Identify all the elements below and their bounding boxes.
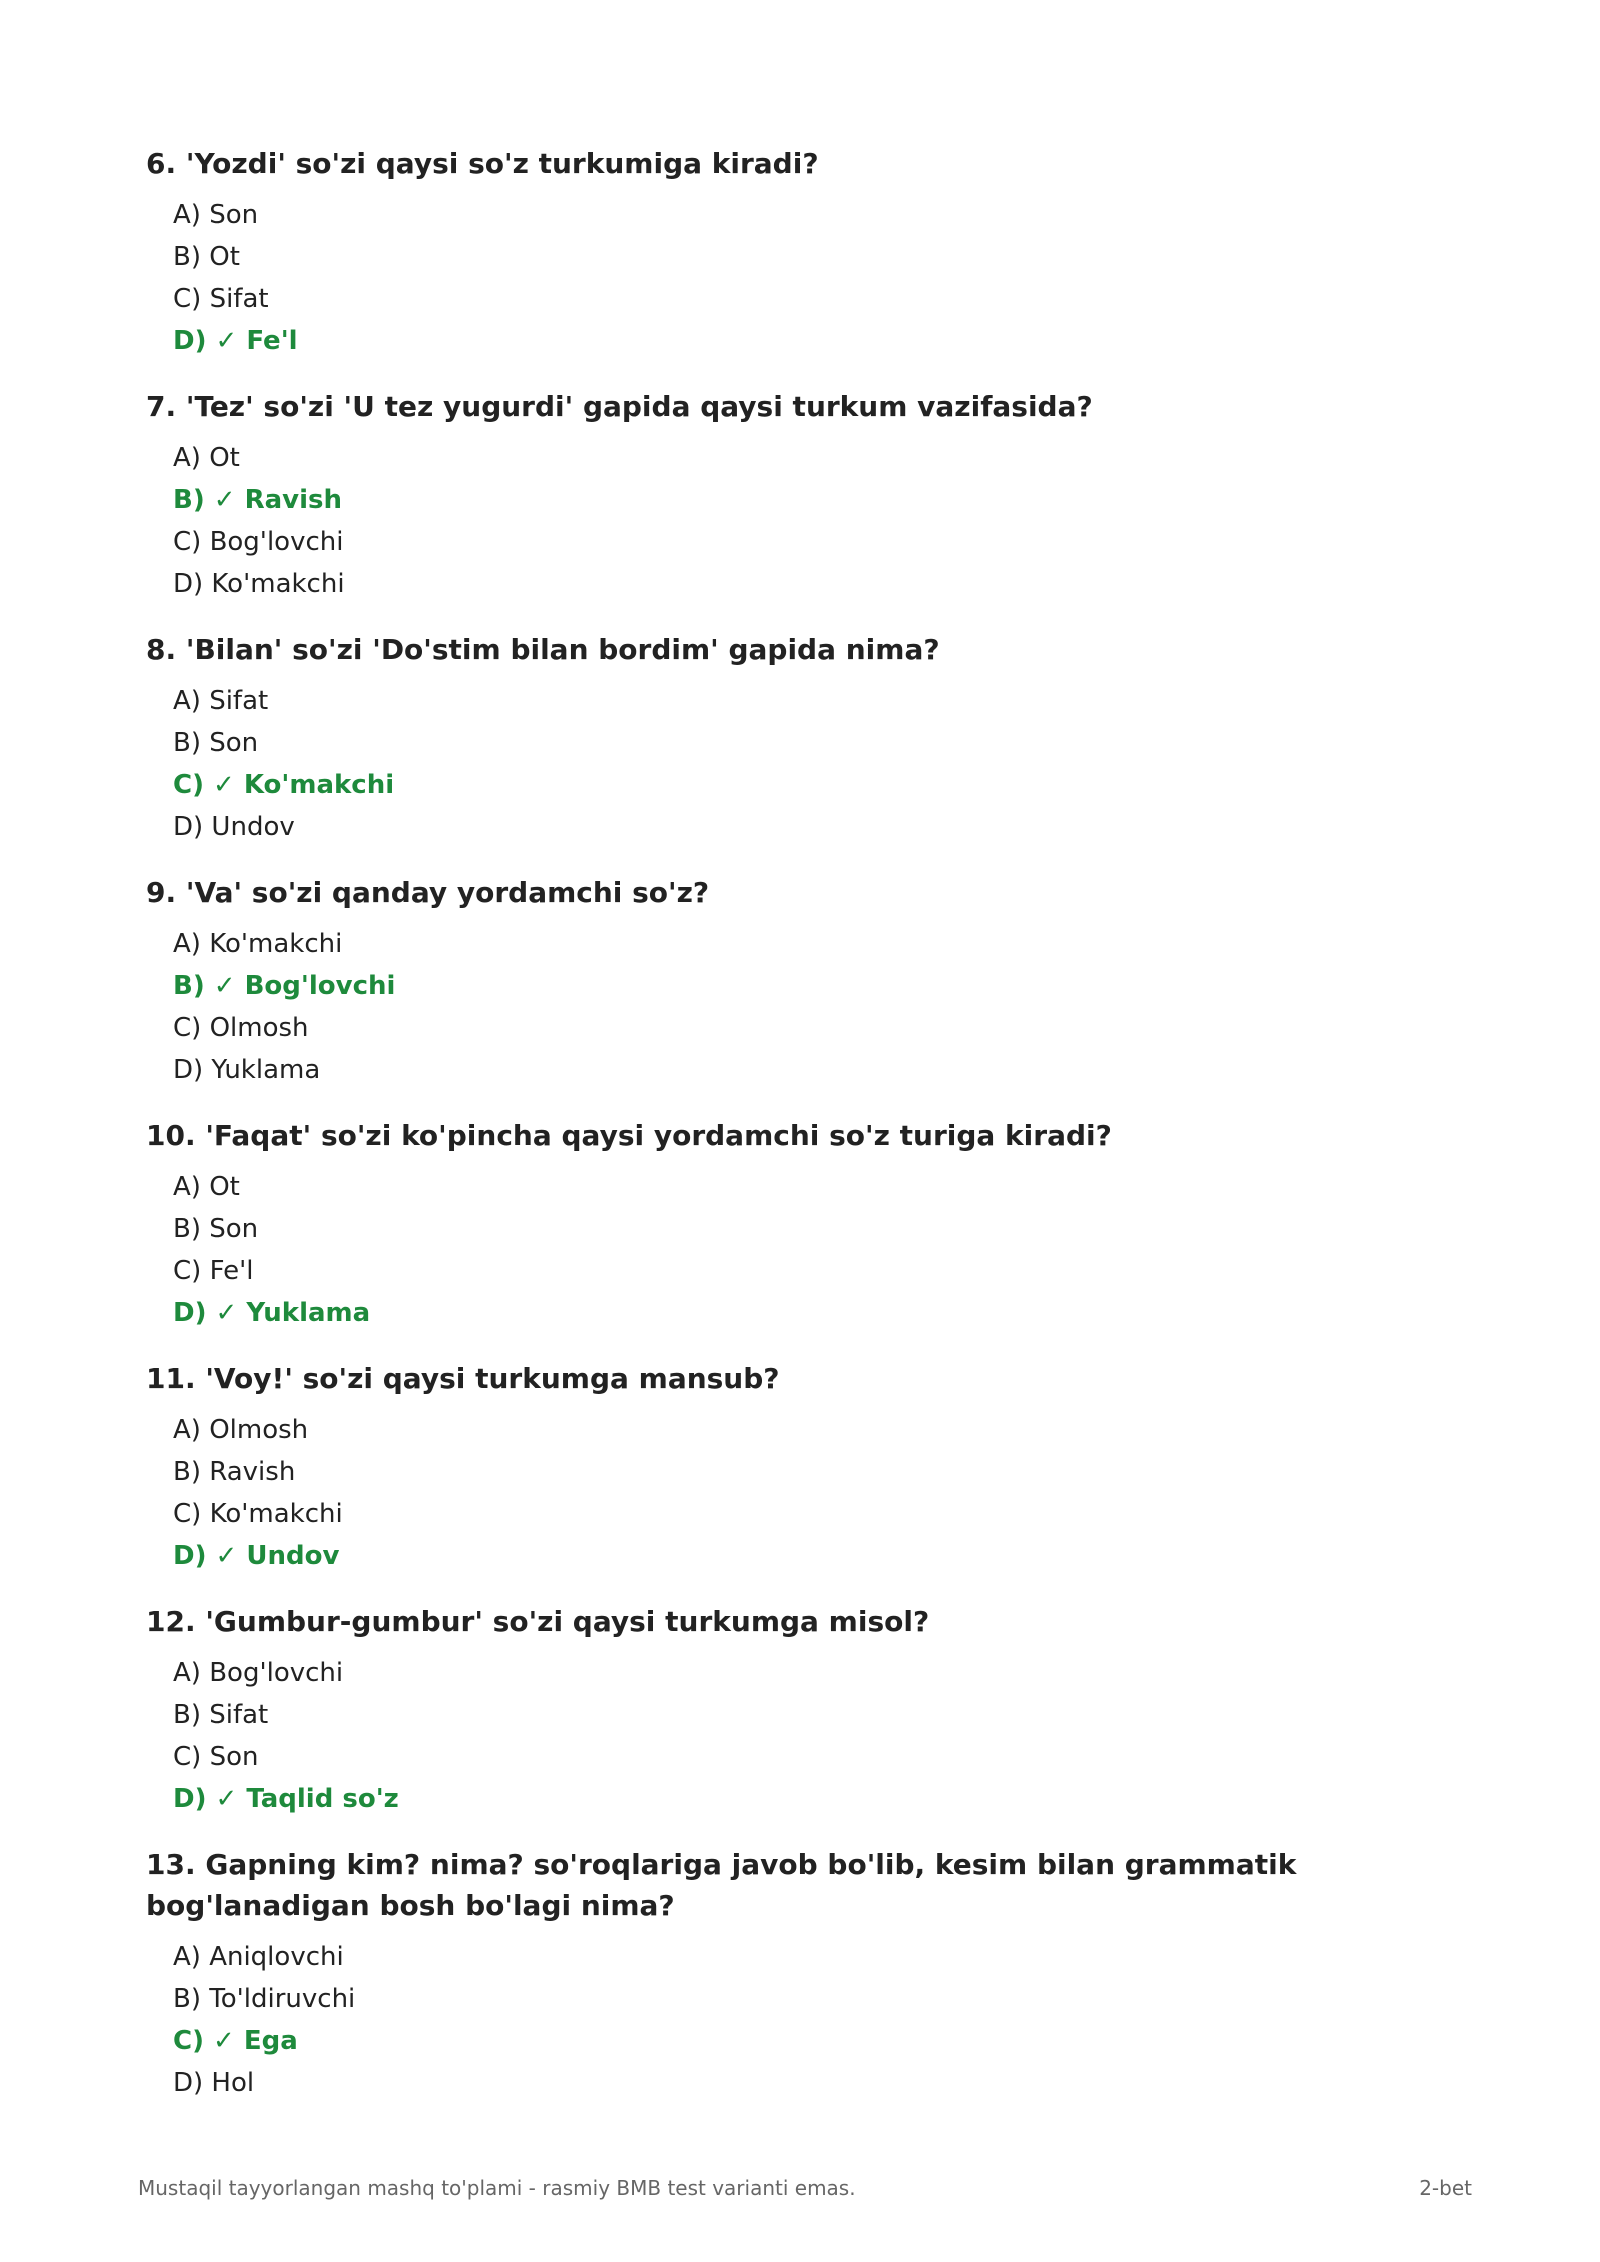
answer-option-correct: D) ✓ Yuklama <box>173 1298 371 1328</box>
question-text: 7. 'Tez' so'zi 'U tez yugurdi' gapida qaysi turkum vazifasida? <box>146 390 1093 423</box>
answer-option-correct: C) ✓ Ega <box>173 2026 298 2056</box>
answer-option: C) Bog'lovchi <box>173 527 344 557</box>
question-text: 10. 'Faqat' so'zi ko'pincha qaysi yordamchi so'z turiga kiradi? <box>146 1119 1112 1152</box>
answer-options <box>146 923 1466 1091</box>
answer-option-correct: C) ✓ Ko'makchi <box>173 770 395 800</box>
page-footer <box>138 2176 1472 2200</box>
question-block <box>146 1358 1466 1577</box>
answer-options <box>146 1166 1466 1334</box>
answer-option: D) Ko'makchi <box>173 569 345 599</box>
question-block <box>146 386 1466 605</box>
answer-options <box>146 1409 1466 1577</box>
answer-option: D) Hol <box>173 2068 255 2098</box>
answer-option: A) Ot <box>173 443 240 473</box>
answer-option: C) Fe'l <box>173 1256 254 1286</box>
answer-option: A) Aniqlovchi <box>173 1942 344 1972</box>
answer-option: A) Ko'makchi <box>173 929 343 959</box>
answer-options <box>146 194 1466 362</box>
question-text: 8. 'Bilan' so'zi 'Do'stim bilan bordim' gapida nima? <box>146 633 940 666</box>
answer-option: A) Bog'lovchi <box>173 1658 344 1688</box>
answer-option: B) Son <box>173 728 259 758</box>
answer-option-correct: D) ✓ Taqlid so'z <box>173 1784 399 1814</box>
footer-note: Mustaqil tayyorlangan mashq to'plami - rasmiy BMB test varianti emas. <box>138 2176 856 2200</box>
question-block <box>146 1844 1466 2104</box>
answer-option-correct: D) ✓ Fe'l <box>173 326 298 356</box>
answer-option-correct: D) ✓ Undov <box>173 1541 340 1571</box>
answer-option: A) Ot <box>173 1172 240 1202</box>
answer-option: A) Olmosh <box>173 1415 309 1445</box>
question-block <box>146 629 1466 848</box>
answer-options <box>146 1652 1466 1820</box>
answer-options <box>146 1936 1466 2104</box>
answer-option: B) Sifat <box>173 1700 269 1730</box>
answer-options <box>146 680 1466 848</box>
answer-option: D) Yuklama <box>173 1055 321 1085</box>
answer-option: B) Ravish <box>173 1457 296 1487</box>
answer-option: B) Ot <box>173 242 240 272</box>
answer-option-correct: B) ✓ Ravish <box>173 485 342 515</box>
answer-option: C) Olmosh <box>173 1013 309 1043</box>
question-text: 12. 'Gumbur-gumbur' so'zi qaysi turkumga misol? <box>146 1605 930 1638</box>
answer-option: B) Son <box>173 1214 259 1244</box>
question-text: 6. 'Yozdi' so'zi qaysi so'z turkumiga kiradi? <box>146 147 819 180</box>
question-block <box>146 143 1466 362</box>
answer-option: A) Son <box>173 200 259 230</box>
question-text: 11. 'Voy!' so'zi qaysi turkumga mansub? <box>146 1362 780 1395</box>
question-block <box>146 872 1466 1091</box>
answer-option: A) Sifat <box>173 686 269 716</box>
answer-option: D) Undov <box>173 812 295 842</box>
question-block <box>146 1601 1466 1820</box>
answer-options <box>146 437 1466 605</box>
answer-option: C) Son <box>173 1742 259 1772</box>
answer-option: B) To'ldiruvchi <box>173 1984 356 2014</box>
question-text: 13. Gapning kim? nima? so'roqlariga javob bo'lib, kesim bilan grammatik bog'lanadigan bosh bo'lagi nima? <box>146 1848 1297 1922</box>
answer-option-correct: B) ✓ Bog'lovchi <box>173 971 396 1001</box>
question-list <box>146 143 1466 2128</box>
page-number: 2-bet <box>1419 2176 1472 2200</box>
question-text: 9. 'Va' so'zi qanday yordamchi so'z? <box>146 876 710 909</box>
answer-option: C) Ko'makchi <box>173 1499 343 1529</box>
question-block <box>146 1115 1466 1334</box>
answer-option: C) Sifat <box>173 284 269 314</box>
